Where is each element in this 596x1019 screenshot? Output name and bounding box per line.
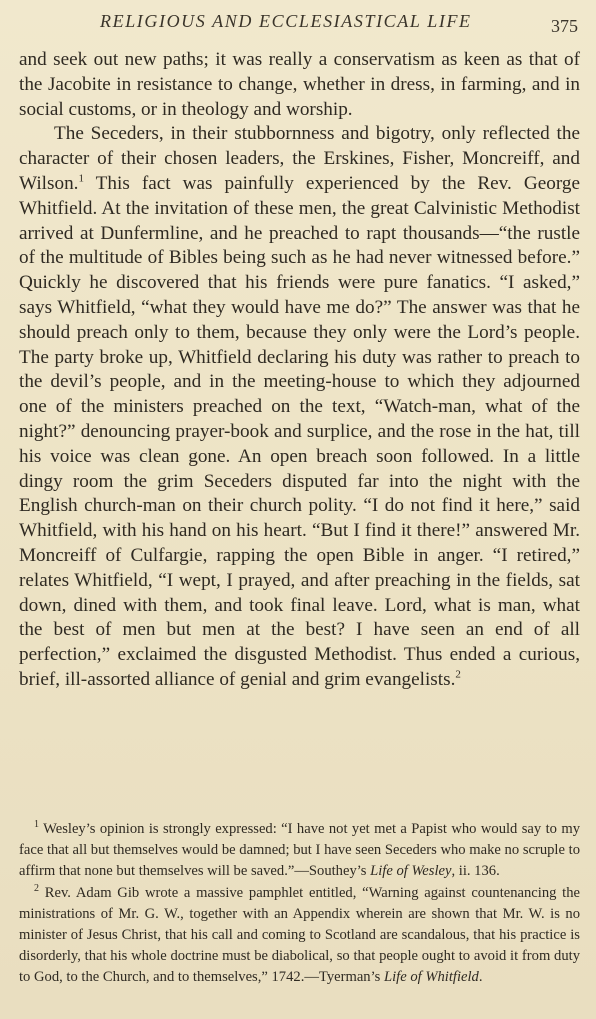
paragraph-1: and seek out new paths; it was really a conservatism as keen as that of the Jacobite in resistance to change, whether in dress, in farming, and in social customs, or in theology and worship.	[19, 49, 580, 120]
footnote-2-text: Rev. Adam Gib wrote a massive pamphlet entitled, “Warning against countenancing the ministrations of Mr. G. W., together with an Appendix wherein are shown that Mr. W. is no minister of Jesus Christ, that his call and coming to Scotland are scandalous, that his practice is disorderly, that his whole doctrine must be diabolical, so that people ought to avoid it from duty to God, to the Church, and to themselves,” 1742.—Tyerman’s	[19, 884, 580, 986]
footnote-1-mark: 1	[34, 819, 39, 831]
paragraph-2-text: The Seceders, in their stubbornness and bigotry, only reflected the character of their chosen leaders, the Erskines, Fisher, Moncreiff, and Wilson.	[19, 123, 580, 194]
footnote-1-text: Wesley’s opinion is strongly expressed: “I have not yet met a Papist who would say to my face that all but themselves would be damned; but I have seen Seceders who make no scruple to affirm that none but themselves will be saved.”—Southey’s	[19, 821, 580, 880]
footnote-2	[19, 883, 580, 989]
running-head	[0, 10, 596, 40]
paragraph-2	[19, 122, 580, 692]
footnote-1-citation: , ii. 136.	[451, 863, 500, 880]
footnote-1	[19, 819, 580, 883]
footnote-reference-2: 2	[455, 668, 461, 681]
footnote-1-book-title: Life of Wesley	[370, 863, 452, 880]
footnote-2-citation: .	[478, 969, 483, 986]
footnote-reference-1: 1	[78, 172, 84, 185]
footnote-2-book-title: Life of Whitfield	[383, 969, 479, 986]
running-title: RELIGIOUS AND ECCLESIASTICAL LIFE	[100, 11, 472, 31]
paragraph-2-text-continued: This fact was painfully experienced by the Rev. George Whitfield. At the invitation of these men, the great Calvinistic Methodist arrived at Dunfermline, and he preached to rapt thousands—“the rustle of the multitude of Bibles being such as he had never witnessed before.” Quickly he discovered that his friends were pure fanatics. “I asked,” says Whitfield, “what they would have me do?” The answer was that he should preach only to them, because they only were the Lord’s people. The party broke up, Whitfield declaring his duty was rather to preach to the devil’s people, and in the meeting-house to which they adjourned one of the ministers preached on the text, “Watch-man, what of the night?” denouncing prayer-book and surplice, and the rose in the hat, till his voice was clean gone. An open breach soon followed. In a little dingy room the grim Seceders disputed far into the night with the English church-man on their church polity. “I do not find it here,” said Whitfield, with his hand on his heart. “But I find it there!” answered Mr. Moncreiff of Culfargie, rapping the open Bible in anger. “I retired,” relates Whitfield, “I wept, I prayed, and after preaching in the fields, sat down, dined with them, and took final leave. Lord, what is man, what the best of men but men at the best? I have seen an end of all perfection,” exclaimed the disgusted Methodist. Thus ended a curious, brief, ill-assorted alliance of genial and grim evangelists.	[19, 172, 580, 690]
page-number: 375	[551, 16, 578, 36]
footnotes	[19, 819, 580, 989]
footnote-2-mark: 2	[34, 882, 39, 894]
body-text	[19, 48, 580, 693]
